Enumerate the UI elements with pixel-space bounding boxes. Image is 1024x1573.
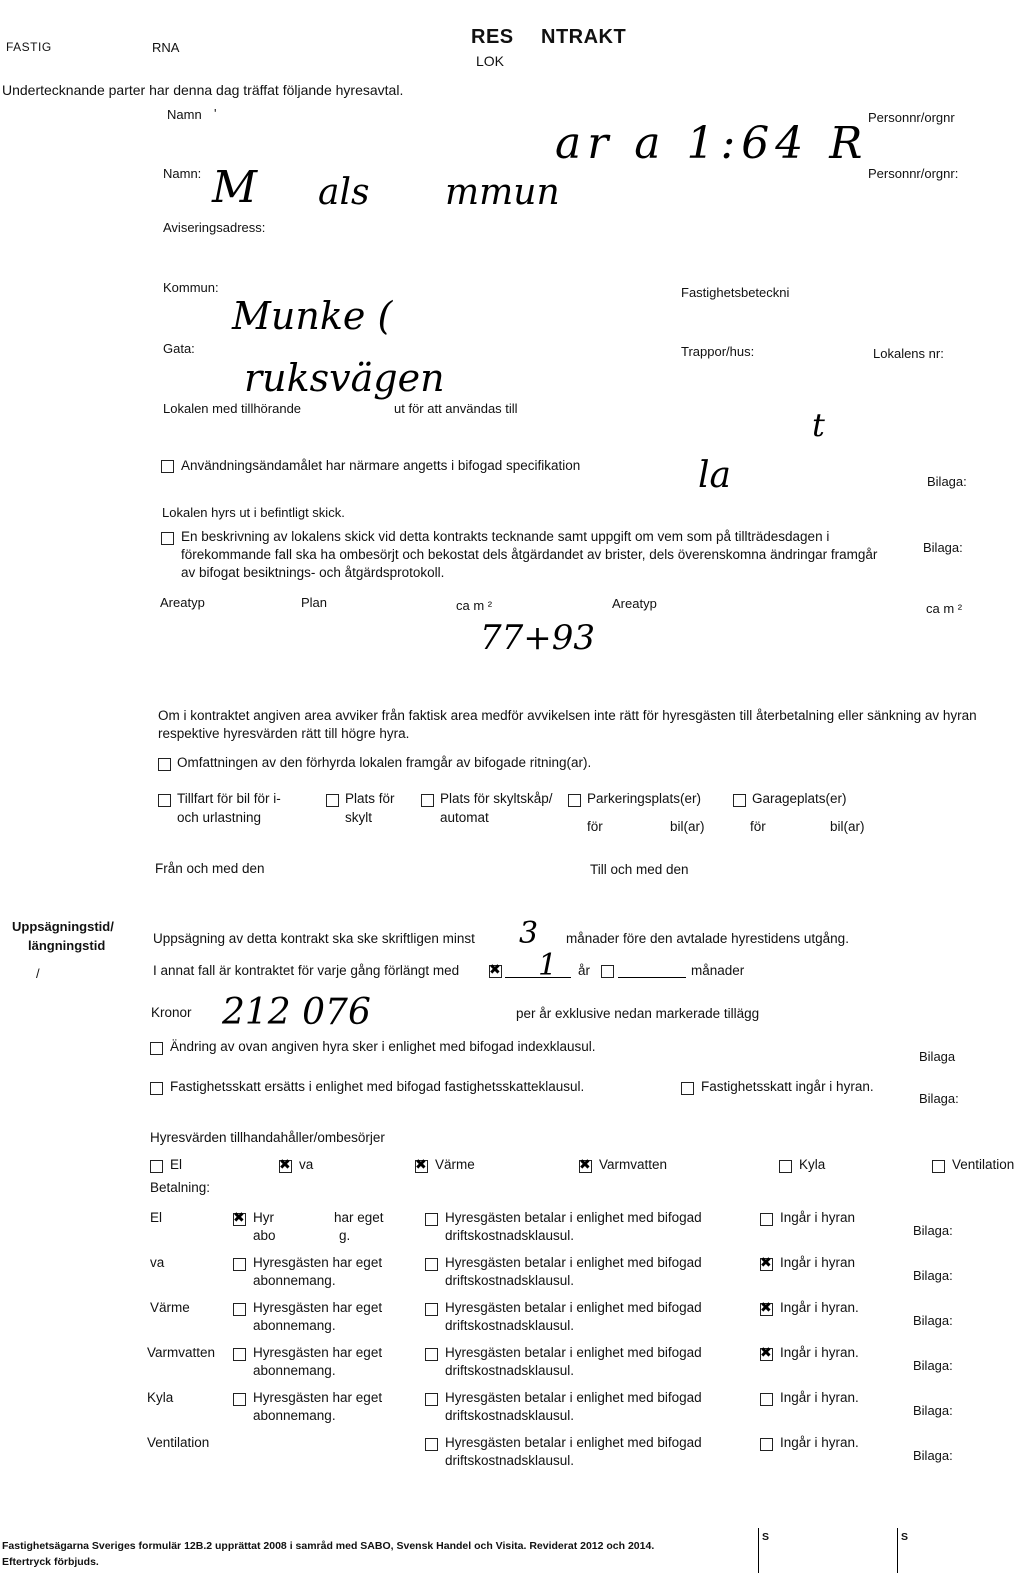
payment-operating-cost-text-1: Hyresgästen betalar i enlighet med bifogad bbox=[445, 1210, 702, 1225]
garage-for-label: för bbox=[750, 819, 766, 834]
payment-own-subscription-text-2b: g. bbox=[339, 1228, 351, 1243]
footer-s-1: S bbox=[762, 1531, 770, 1543]
area-type-label-1: Areatyp bbox=[160, 595, 205, 610]
provides-ventilation-label: Ventilation bbox=[952, 1157, 1015, 1172]
garage-label: Garageplats(er) bbox=[752, 791, 847, 806]
payment-included-text: Ingår i hyran. bbox=[780, 1390, 859, 1405]
index-attachment-label: Bilaga bbox=[919, 1049, 956, 1064]
payment-attachment-label: Bilaga: bbox=[913, 1358, 953, 1373]
inspection-checkbox[interactable] bbox=[161, 532, 174, 545]
area-deviation-note-1: Om i kontraktet angiven area avviker från faktisk area medför avvikelsen inte rätt för hyresgästen till återbetalning eller sänkning av hyran bbox=[158, 708, 977, 723]
provides-va-checkbox[interactable] bbox=[279, 1160, 292, 1173]
payment-own-subscription-text-2: abonnemang. bbox=[253, 1363, 336, 1378]
property-tax-included-checkbox[interactable] bbox=[681, 1082, 694, 1095]
street-label: Gata: bbox=[163, 341, 195, 356]
years-label: år bbox=[578, 963, 591, 978]
footer-text-2: Eftertryck förbjuds. bbox=[2, 1556, 99, 1568]
area-type-label-2: Areatyp bbox=[612, 596, 657, 611]
provides-hot-water-label: Varmvatten bbox=[599, 1157, 668, 1172]
sign-space-checkbox[interactable] bbox=[326, 794, 339, 807]
payment-own-subscription-checkbox[interactable] bbox=[233, 1393, 246, 1406]
sign-space-label-1: Plats för bbox=[345, 791, 395, 806]
extension-text: I annat fall är kontraktet för varje gång förlängt med bbox=[153, 963, 460, 978]
publisher-fragment-1: FASTIG bbox=[6, 40, 52, 54]
existing-condition-text: Lokalen hyrs ut i befintligt skick. bbox=[162, 505, 345, 520]
payment-own-subscription-text-1: Hyresgästen har eget bbox=[253, 1255, 383, 1270]
name-1-handwriting: ar a 1:64 R bbox=[555, 118, 869, 169]
payment-operating-cost-text-1: Hyresgästen betalar i enlighet med bifogad bbox=[445, 1300, 702, 1315]
index-clause-text: Ändring av ovan angiven hyra sker i enlighet med bifogad indexklausul. bbox=[170, 1039, 596, 1054]
provides-el-checkbox[interactable] bbox=[150, 1160, 163, 1173]
extension-years-checkbox[interactable] bbox=[489, 965, 502, 978]
vehicle-access-label-1: Tillfart för bil för i- bbox=[177, 791, 281, 806]
name-2-handwriting-1: M bbox=[212, 162, 258, 213]
area-deviation-note-2: respektive hyresvärden rätt till högre hyra. bbox=[158, 726, 410, 741]
payment-own-subscription-checkbox[interactable] bbox=[233, 1213, 246, 1226]
intended-use-handwriting-2: t bbox=[812, 406, 825, 444]
payment-included-checkbox[interactable] bbox=[760, 1393, 773, 1406]
provides-cooling-label: Kyla bbox=[799, 1157, 826, 1172]
personnr-2-label: Personnr/orgnr: bbox=[868, 166, 959, 181]
payment-operating-cost-text-1: Hyresgästen betalar i enlighet med bifogad bbox=[445, 1390, 702, 1405]
payment-included-checkbox[interactable] bbox=[760, 1258, 773, 1271]
termination-side-mark: / bbox=[36, 966, 40, 981]
termination-section-title-1: Uppsägningstid/ bbox=[12, 919, 114, 934]
garage-cars-label: bil(ar) bbox=[830, 819, 865, 834]
payment-included-checkbox[interactable] bbox=[760, 1213, 773, 1226]
payment-own-subscription-text-2: abonnemang. bbox=[253, 1318, 336, 1333]
extension-years-handwriting: 1 bbox=[538, 948, 558, 983]
payment-label: Betalning: bbox=[150, 1180, 211, 1195]
notice-text-end: månader före den avtalade hyrestidens utgång. bbox=[566, 931, 849, 946]
property-tax-included-text: Fastighetsskatt ingår i hyran. bbox=[701, 1079, 874, 1094]
payment-operating-cost-checkbox[interactable] bbox=[425, 1438, 438, 1451]
payment-own-subscription-checkbox[interactable] bbox=[233, 1348, 246, 1361]
area-handwriting: 77+93 bbox=[480, 618, 596, 658]
title-fragment-1: RES bbox=[471, 26, 514, 48]
payment-included-checkbox[interactable] bbox=[760, 1438, 773, 1451]
utilities-heading: Hyresvärden tillhandahåller/ombesörjer bbox=[150, 1130, 385, 1145]
parking-for-label: för bbox=[587, 819, 603, 834]
provides-heating-checkbox[interactable] bbox=[415, 1160, 428, 1173]
municipality-label: Kommun: bbox=[163, 280, 219, 295]
floor-label: Plan bbox=[301, 595, 328, 610]
payment-row-label: va bbox=[150, 1255, 165, 1270]
extension-months-checkbox[interactable] bbox=[601, 965, 614, 978]
inspection-text-2: förekommande fall ska ha ombesörjt och bekostat dels åtgärdandet av brister, dels överenskomna ändringar framgår bbox=[181, 547, 878, 562]
billing-address-label: Aviseringsadress: bbox=[163, 220, 266, 235]
payment-included-checkbox[interactable] bbox=[760, 1348, 773, 1361]
payment-operating-cost-text-2: driftskostnadsklausul. bbox=[445, 1318, 575, 1333]
title-fragment-2: NTRAKT bbox=[541, 26, 627, 48]
name-2-label: Namn: bbox=[163, 166, 202, 181]
payment-own-subscription-text-2: abo bbox=[253, 1228, 276, 1243]
payment-attachment-label: Bilaga: bbox=[913, 1223, 953, 1238]
provides-el-label: El bbox=[170, 1157, 183, 1172]
sign-cabinet-label-2: automat bbox=[440, 810, 489, 825]
payment-row-label: Kyla bbox=[147, 1390, 174, 1405]
end-date-label: Till och med den bbox=[590, 862, 689, 877]
payment-operating-cost-text-2: driftskostnadsklausul. bbox=[445, 1363, 575, 1378]
sign-cabinet-label-1: Plats för skyltskåp/ bbox=[440, 791, 553, 806]
payment-operating-cost-checkbox[interactable] bbox=[425, 1258, 438, 1271]
provides-va-label: va bbox=[299, 1157, 314, 1172]
payment-operating-cost-text-2: driftskostnadsklausul. bbox=[445, 1453, 575, 1468]
footer-divider-1 bbox=[758, 1528, 759, 1573]
parking-checkbox[interactable] bbox=[568, 794, 581, 807]
payment-own-subscription-checkbox[interactable] bbox=[233, 1258, 246, 1271]
premises-number-label: Lokalens nr: bbox=[873, 346, 944, 361]
payment-attachment-label: Bilaga: bbox=[913, 1268, 953, 1283]
payment-own-subscription-text-1: Hyresgästen har eget bbox=[253, 1390, 383, 1405]
payment-operating-cost-text-2: driftskostnadsklausul. bbox=[445, 1408, 575, 1423]
area-unit-2: ca m ² bbox=[926, 601, 963, 616]
use-specification-text: Användningsändamålet har närmare angetts i bifogad specifikation bbox=[181, 458, 581, 473]
payment-own-subscription-text-2: abonnemang. bbox=[253, 1273, 336, 1288]
payment-own-subscription-text-1: Hyr bbox=[253, 1210, 274, 1225]
vehicle-access-checkbox[interactable] bbox=[158, 794, 171, 807]
payment-operating-cost-text-1: Hyresgästen betalar i enlighet med bifogad bbox=[445, 1435, 702, 1450]
parking-label: Parkeringsplats(er) bbox=[587, 791, 702, 806]
payment-included-text: Ingår i hyran. bbox=[780, 1300, 859, 1315]
payment-row-label: El bbox=[150, 1210, 163, 1225]
termination-section-title-2: längningstid bbox=[28, 938, 106, 953]
rent-amount-handwriting: 212 076 bbox=[222, 992, 371, 1033]
inspection-attachment-label: Bilaga: bbox=[923, 540, 963, 555]
personnr-1-label: Personnr/orgnr bbox=[868, 110, 955, 125]
property-tax-clause-checkbox[interactable] bbox=[150, 1082, 163, 1095]
payment-operating-cost-checkbox[interactable] bbox=[425, 1393, 438, 1406]
payment-row-label: Ventilation bbox=[147, 1435, 210, 1450]
municipality-handwriting: Munke ( bbox=[232, 294, 393, 338]
payment-row-label: Varmvatten bbox=[147, 1345, 216, 1360]
notice-text: Uppsägning av detta kontrakt ska ske skriftligen minst bbox=[153, 931, 475, 946]
street-handwriting: ruksvägen bbox=[244, 356, 445, 400]
provides-hot-water-checkbox[interactable] bbox=[579, 1160, 592, 1173]
notice-months-handwriting: 3 bbox=[519, 916, 539, 951]
payment-included-text: Ingår i hyran. bbox=[780, 1345, 859, 1360]
intro-text: Undertecknande parter har denna dag träffat följande hyresavtal. bbox=[2, 82, 404, 98]
payment-attachment-label: Bilaga: bbox=[913, 1403, 953, 1418]
footer-divider-2 bbox=[897, 1528, 898, 1573]
payment-own-subscription-checkbox[interactable] bbox=[233, 1303, 246, 1316]
name-2-handwriting-2: als bbox=[318, 172, 370, 213]
payment-operating-cost-text-1: Hyresgästen betalar i enlighet med bifogad bbox=[445, 1345, 702, 1360]
name-1-label: Namn bbox=[167, 107, 202, 122]
stairs-house-label: Trappor/hus: bbox=[681, 344, 755, 359]
payment-row-label: Värme bbox=[150, 1300, 190, 1315]
inspection-text-3: av bifogat besiktnings- och åtgärdsprotokoll. bbox=[181, 565, 445, 580]
payment-operating-cost-text-1: Hyresgästen betalar i enlighet med bifogad bbox=[445, 1255, 702, 1270]
payment-operating-cost-text-2: driftskostnadsklausul. bbox=[445, 1228, 575, 1243]
index-clause-checkbox[interactable] bbox=[150, 1042, 163, 1055]
parking-cars-label: bil(ar) bbox=[670, 819, 705, 834]
rent-per-year-text: per år exklusive nedan markerade tillägg bbox=[516, 1006, 760, 1021]
drawing-text: Omfattningen av den förhyrda lokalen framgår av bifogade ritning(ar). bbox=[177, 755, 592, 770]
garage-checkbox[interactable] bbox=[733, 794, 746, 807]
footer-s-2: S bbox=[901, 1531, 909, 1543]
payment-operating-cost-text-2: driftskostnadsklausul. bbox=[445, 1273, 575, 1288]
payment-own-subscription-text-2: abonnemang. bbox=[253, 1408, 336, 1423]
area-unit-1: ca m ² bbox=[456, 598, 493, 613]
sign-cabinet-checkbox[interactable] bbox=[421, 794, 434, 807]
payment-included-text: Ingår i hyran bbox=[780, 1210, 856, 1225]
name-1-mark: ' bbox=[214, 106, 217, 121]
provides-cooling-checkbox[interactable] bbox=[779, 1160, 792, 1173]
name-2-handwriting-3: mmun bbox=[445, 172, 560, 213]
start-date-label: Från och med den bbox=[155, 861, 265, 876]
sign-space-label-2: skylt bbox=[345, 810, 372, 825]
months-label: månader bbox=[691, 963, 745, 978]
property-designation-label: Fastighetsbeteckni bbox=[681, 285, 790, 300]
publisher-fragment-2: RNA bbox=[152, 40, 180, 55]
rent-kronor-label: Kronor bbox=[151, 1005, 192, 1020]
payment-included-checkbox[interactable] bbox=[760, 1303, 773, 1316]
payment-own-subscription-text-1: Hyresgästen har eget bbox=[253, 1300, 383, 1315]
intended-use-label-2: ut för att användas till bbox=[394, 401, 518, 416]
payment-own-subscription-text-1: Hyresgästen har eget bbox=[253, 1345, 383, 1360]
specification-attachment-label: Bilaga: bbox=[927, 474, 967, 489]
intended-use-handwriting: la bbox=[698, 455, 731, 496]
vehicle-access-label-2: och urlastning bbox=[177, 810, 262, 825]
drawing-checkbox[interactable] bbox=[158, 758, 171, 771]
payment-attachment-label: Bilaga: bbox=[913, 1448, 953, 1463]
provides-ventilation-checkbox[interactable] bbox=[932, 1160, 945, 1173]
payment-operating-cost-checkbox[interactable] bbox=[425, 1348, 438, 1361]
payment-attachment-label: Bilaga: bbox=[913, 1313, 953, 1328]
payment-operating-cost-checkbox[interactable] bbox=[425, 1303, 438, 1316]
intended-use-label-1: Lokalen med tillhörande bbox=[163, 401, 302, 416]
payment-operating-cost-checkbox[interactable] bbox=[425, 1213, 438, 1226]
payment-own-subscription-text-1b: har eget bbox=[334, 1210, 384, 1225]
payment-included-text: Ingår i hyran. bbox=[780, 1435, 859, 1450]
property-tax-attachment-label: Bilaga: bbox=[919, 1091, 959, 1106]
subtitle: LOK bbox=[476, 53, 505, 69]
inspection-text-1: En beskrivning av lokalens skick vid detta kontrakts tecknande samt uppgift om vem som på tillträdesdagen i bbox=[181, 529, 830, 544]
property-tax-clause-text: Fastighetsskatt ersätts i enlighet med bifogad fastighetsskatteklausul. bbox=[170, 1079, 585, 1094]
payment-included-text: Ingår i hyran bbox=[780, 1255, 856, 1270]
footer-text-1: Fastighetsägarna Sveriges formulär 12B.2 upprättat 2008 i samråd med SABO, Svensk Handel och Visita. Reviderat 2012 och 2014. bbox=[2, 1540, 655, 1552]
provides-heating-label: Värme bbox=[435, 1157, 475, 1172]
use-specification-checkbox[interactable] bbox=[161, 460, 174, 473]
extension-months-underline bbox=[618, 977, 686, 978]
